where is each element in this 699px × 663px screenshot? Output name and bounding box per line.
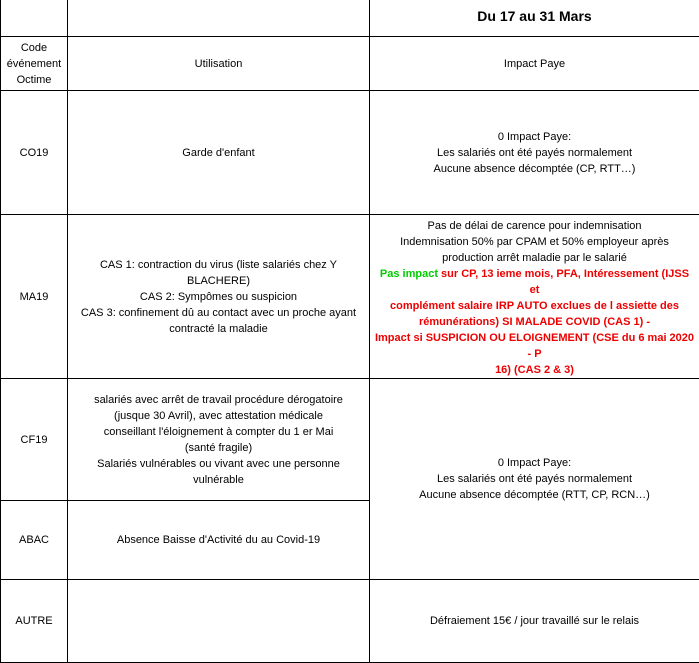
usage-line: Absence Baisse d'Activité du au Covid-19 [72, 532, 365, 548]
period-header-row [1, 0, 699, 37]
col-header-usage: Utilisation [68, 37, 370, 91]
col-header-impact: Impact Paye [370, 37, 699, 91]
impact-line: Indemnisation 50% par CPAM et 50% employeur après [374, 234, 695, 250]
table-row [1, 580, 699, 663]
impact-line: Pas de délai de carence pour indemnisation [374, 218, 695, 234]
empty-header-cell [1, 0, 68, 37]
usage-line: BLACHERE) [72, 273, 365, 289]
usage-cell-empty [68, 580, 370, 663]
event-code: ABAC [1, 501, 68, 580]
impact-line: Aucune absence décomptée (RTT, CP, RCN…) [374, 487, 695, 503]
col-header-code-line: événement [5, 56, 63, 72]
usage-line: (santé fragile) [72, 440, 365, 456]
impact-line: 0 Impact Paye: [374, 455, 695, 471]
period-title: Du 17 au 31 Mars [370, 0, 699, 37]
usage-cell [68, 379, 370, 501]
event-code: CF19 [1, 379, 68, 501]
usage-line: conseillant l'éloignement à compter du 1 er Mai [72, 424, 365, 440]
impact-cell-merged [370, 379, 699, 580]
impact-red-line: 16) (CAS 2 & 3) [374, 362, 695, 378]
usage-line: CAS 2: Sympômes ou suspicion [72, 289, 365, 305]
impact-red-text: rémunérations) [419, 316, 502, 328]
impact-red-line: complément salaire IRP AUTO exclues de l assiette des [374, 298, 695, 314]
usage-line: CAS 1: contraction du virus (liste salariés chez Y [72, 257, 365, 273]
impact-line: 0 Impact Paye: [374, 129, 695, 145]
usage-cell [68, 91, 370, 215]
impact-line: Les salariés ont été payés normalement [374, 145, 695, 161]
impact-red-text: SI MALADE COVID (CAS 1) [502, 316, 646, 328]
usage-cell [68, 215, 370, 379]
col-header-code-line: Octime [5, 72, 63, 88]
impact-line: Défraiement 15€ / jour travaillé sur le relais [374, 613, 695, 629]
event-code: AUTRE [1, 580, 68, 663]
column-header-row [1, 37, 699, 91]
table-row [1, 91, 699, 215]
usage-line: (jusque 30 Avril), avec attestation médicale [72, 408, 365, 424]
usage-cell [68, 501, 370, 580]
impact-cell [370, 580, 699, 663]
usage-line: CAS 3: confinement dû au contact avec un proche ayant [72, 305, 365, 321]
impact-red-text: sur CP, 13 ieme mois, PFA, Intéressement (IJSS et [438, 268, 689, 296]
table-row [1, 379, 699, 501]
impact-red-line: Impact si SUSPICION OU ELOIGNEMENT (CSE du 6 mai 2020 - P [374, 330, 695, 362]
usage-line: contracté la maladie [72, 321, 365, 337]
usage-line: vulnérable [72, 472, 365, 488]
impact-line [374, 266, 695, 298]
col-header-code [1, 37, 68, 91]
impact-cell [370, 91, 699, 215]
empty-header-cell [68, 0, 370, 37]
table-row [1, 215, 699, 379]
impact-line: Les salariés ont été payés normalement [374, 471, 695, 487]
impact-line: Aucune absence décomptée (CP, RTT…) [374, 161, 695, 177]
impact-green-text: Pas impact [380, 268, 438, 280]
event-code: MA19 [1, 215, 68, 379]
usage-line: Garde d'enfant [72, 145, 365, 161]
usage-line: Salariés vulnérables ou vivant avec une personne [72, 456, 365, 472]
impact-line: production arrêt maladie par le salarié [374, 250, 695, 266]
event-code: CO19 [1, 91, 68, 215]
impact-cell [370, 215, 699, 379]
impact-line [374, 314, 695, 330]
impact-red-text: - [646, 316, 650, 328]
usage-line: salariés avec arrêt de travail procédure dérogatoire [72, 392, 365, 408]
col-header-code-line: Code [5, 40, 63, 56]
